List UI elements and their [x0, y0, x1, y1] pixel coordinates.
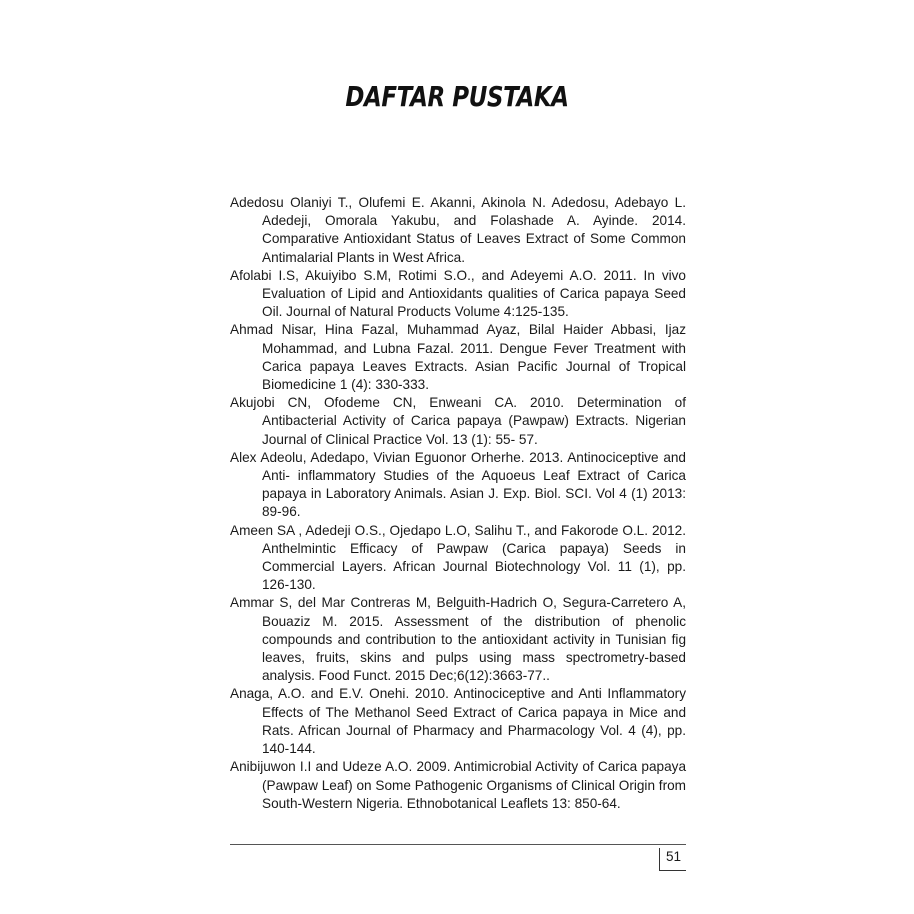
reference-entry: Akujobi CN, Ofodeme CN, Enweani CA. 2010. Determination of Antibacterial Activity of Carica papaya (Pawpaw) Extracts. Nigerian Journal of Clinical Practice Vol. 13 (1): 55- 57. [230, 395, 686, 447]
reference-entry: Afolabi I.S, Akuiyibo S.M, Rotimi S.O., and Adeyemi A.O. 2011. In vivo Evaluation of Lipid and Antioxidants qualities of Carica papaya Seed Oil. Journal of Natural Products Volume 4:125-135. [230, 267, 686, 320]
page-number: 51 [666, 849, 682, 864]
reference-entry: Anibijuwon I.I and Udeze A.O. 2009. Antimicrobial Activity of Carica papaya (Pawpaw Leaf) on Some Pathogenic Organisms of Clinical Origin from South-Western Nigeria. Ethnobotanical Leaflets 13: 850-64. [230, 759, 686, 811]
reference-entry: Ameen SA , Adedeji O.S., Ojedapo L.O, Salihu T., and Fakorode O.L. 2012. Anthelmintic Efficacy of Pawpaw (Carica papaya) Seeds in Commercial Layers. African Journal Biotechnology Vol. 11 (1), pp. 126-130. [230, 522, 686, 593]
footer-divider [230, 844, 686, 845]
reference-entry: Ahmad Nisar, Hina Fazal, Muhammad Ayaz, Bilal Haider Abbasi, Ijaz Mohammad, and Lubna Fazal. 2011. Dengue Fever Treatment with Carica papaya Leaves Extracts. Asian Pacific Journal of Tropical Biomedicine 1 (4): 330-333. [230, 322, 686, 393]
reference-entry: Ammar S, del Mar Contreras M, Belguith-Hadrich O, Segura-Carretero A, Bouaziz M. 2015. Assessment of the distribution of phenolic compounds and contribution to the antioxidant activity in Tunisian fig leaves, fruits, skins and pulps using mass spectrometry-based analysis. Food Funct. 2015 Dec;6(12):3663-77.. [230, 595, 686, 684]
reference-entry: Anaga, A.O. and E.V. Onehi. 2010. Antinociceptive and Anti Inflammatory Effects of The Methanol Seed Extract of Carica papaya in Mice and Rats. African Journal of Pharmacy and Pharmacology Vol. 4 (4), pp. 140-144. [230, 686, 686, 757]
reference-entry: Adedosu Olaniyi T., Olufemi E. Akanni, Akinola N. Adedosu, Adebayo L. Adedeji, Omorala Yakubu, and Folashade A. Ayinde. 2014. Comparative Antioxidant Status of Leaves Extract of Some Common Antimalarial Plants in West Africa. [230, 195, 686, 265]
page-title: DAFTAR PUSTAKA [345, 80, 569, 113]
reference-list [230, 194, 686, 813]
reference-entry: Alex Adeolu, Adedapo, Vivian Eguonor Orherhe. 2013. Antinociceptive and Anti- inflammatory Studies of the Aquoeus Leaf Extract of Carica papaya in Laboratory Animals. Asian J. Exp. Biol. SCI. Vol 4 (1) 2013: 89-96. [230, 449, 686, 520]
